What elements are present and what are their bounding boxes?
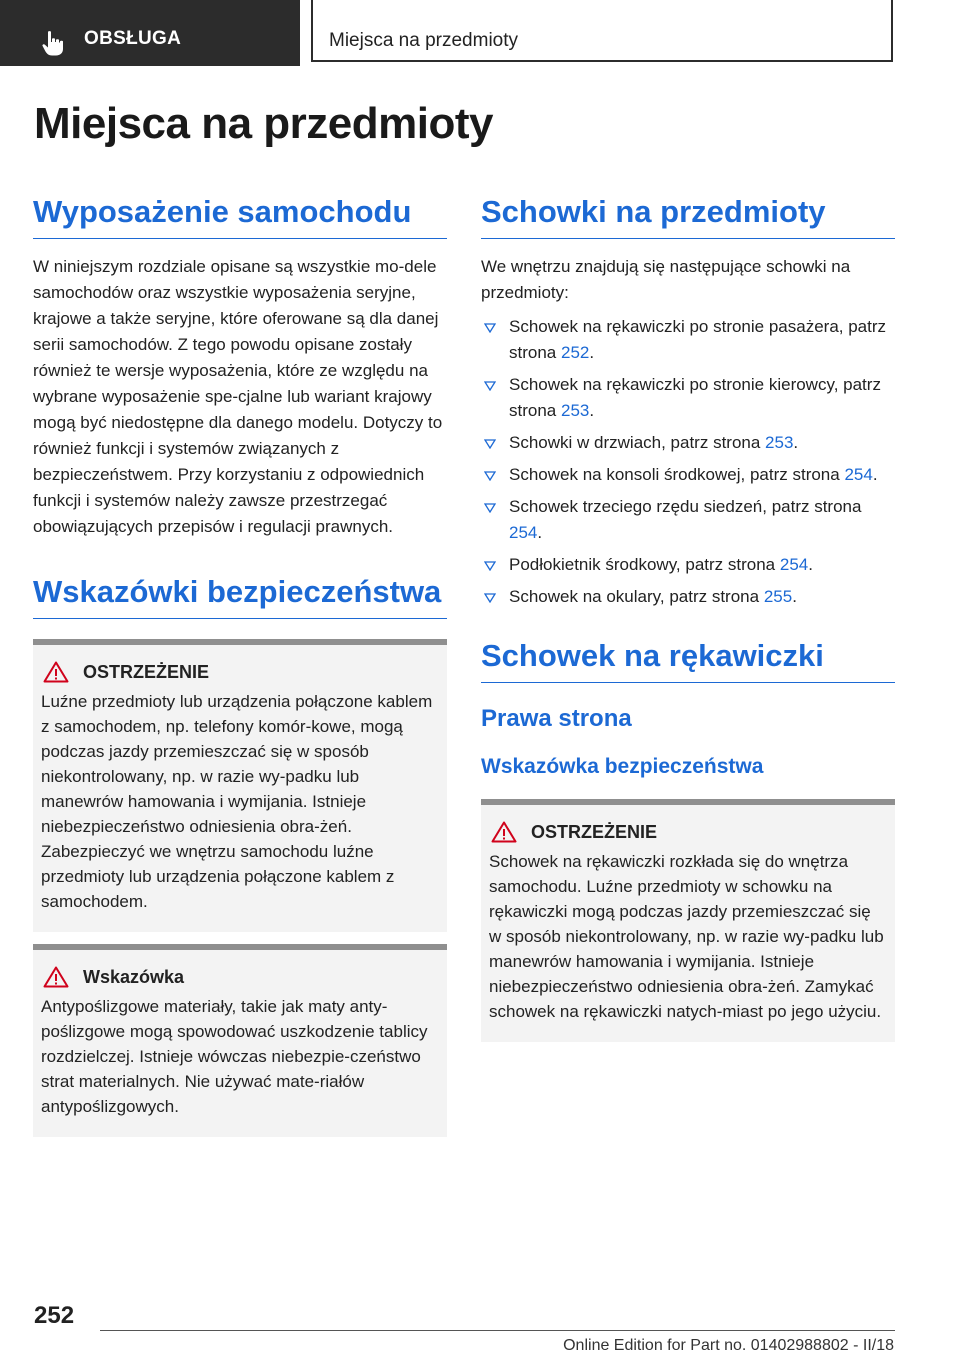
note-text: Antypoślizgowe materiały, takie jak maty anty-poślizgowe mogą spowodować uszkodzenie tablicy rozdzielczej. Istnieje wówczas niebezpie-czeństwo strat materialnych. Nie używać mate-riałów antypoślizgowych. (41, 997, 428, 1116)
warning-title (41, 661, 439, 683)
page-reference-link[interactable]: 254 (844, 465, 873, 484)
warning-text: Schowek na rękawiczki rozkłada się do wnętrza samochodu. Luźne przedmioty w schowku na rękawiczki mogą podczas jazdy przemieszczać się w sposób niekontrolowany, np. w razie wy-padku lub manewrów hamowania i wymijania. Istnieje niebezpieczeństwo odniesienia obra-żeń. Zamykać schowek na rękawiczki natych-miast po jego użyciu. (489, 852, 884, 1021)
list-bullet-icon (484, 381, 496, 391)
warning-text: Luźne przedmioty lub urządzenia połączone kablem z samochodem, np. telefony komór-kowe, mogą podczas jazdy przemieszczać się w sposób niekontrolowany, np. w razie wy-padku lub manewrów hamowania i wymijania. Istnieje niebezpieczeństwo odniesienia obra-żeń. Zabezpieczyć we wnętrzu samochodu luźne przedmioty lub urządzenia połączone kablem z samochodem. (41, 692, 433, 911)
right-column (481, 192, 895, 1042)
list-item: Schowek na rękawiczki po stronie pasażera, patrz strona 252. (481, 314, 895, 366)
safety-heading: Wskazówki bezpieczeństwa (33, 572, 447, 619)
list-bullet-icon (484, 439, 496, 449)
warning-box (33, 639, 447, 932)
list-item: Schowek trzeciego rzędu siedzeń, patrz strona 254. (481, 494, 895, 546)
list-bullet-icon (484, 471, 496, 481)
list-item: Schowek na konsoli środkowej, patrz strona 254. (481, 462, 895, 488)
page-reference-link[interactable]: 255 (763, 587, 793, 606)
chapter-label: Miejsca na przedmioty (329, 30, 519, 51)
note-label: Wskazówka (83, 966, 185, 987)
left-column (33, 192, 447, 1137)
warning-triangle-icon (43, 661, 69, 683)
compartments-list (481, 314, 895, 610)
section-label: OBSŁUGA (84, 28, 182, 49)
page-reference-link[interactable]: 254 (779, 555, 809, 574)
equipment-heading: Wyposażenie samochodu (33, 192, 447, 239)
safety-note-heading: Wskazówka bezpieczeństwa (481, 755, 764, 778)
page-number: 252 (34, 1302, 75, 1329)
page-reference-link[interactable]: 254 (509, 523, 538, 542)
list-bullet-icon (484, 323, 496, 333)
warning-title (489, 821, 887, 843)
warning-triangle-icon (491, 821, 517, 843)
page-reference-link[interactable]: 253 (765, 433, 794, 452)
list-item: Podłokietnik środkowy, patrz strona 254. (481, 552, 895, 578)
compartments-intro: We wnętrzu znajdują się następujące schowki na przedmioty: (481, 257, 851, 302)
note-box (33, 944, 447, 1137)
glovebox-heading: Schowek na rękawiczki (481, 636, 895, 683)
list-item: Schowek na rękawiczki po stronie kierowcy, patrz strona 253. (481, 372, 895, 424)
chapter-header (311, 0, 893, 62)
warning-triangle-icon (43, 966, 69, 988)
page-title: Miejsca na przedmioty (34, 99, 493, 148)
note-title (41, 966, 439, 988)
page-reference-link[interactable]: 252 (560, 343, 590, 362)
equipment-text: W niniejszym rozdziale opisane są wszystkie mo-dele samochodów oraz wszystkie wyposażenia seryjne, krajowe a także seryjne, które oferowane są dla danej serii samochodów. Z tego powodu opisane zostały również te wersje wyposażenia, które ze względu na wybrane wyposażenie spe-cjalne lub wariant krajowy mogą być niedostępne dla danego modelu. Dotyczy to również funkcji i systemów związanych z bezpieczeństwem. Przy korzystaniu z odpowiednich funkcji i systemów należy zawsze przestrzegać obowiązujących przepisów i regulacji prawnych. (33, 257, 443, 536)
edition-info: Online Edition for Part no. 01402988802 - II/18 (563, 1337, 894, 1354)
list-bullet-icon (484, 503, 496, 513)
compartments-heading: Schowki na przedmioty (481, 192, 895, 239)
glovebox-warning-box (481, 799, 895, 1042)
footer-divider (100, 1330, 895, 1331)
list-bullet-icon (484, 593, 496, 603)
list-item: Schowek na okulary, patrz strona 255. (481, 584, 895, 610)
warning-label: OSTRZEŻENIE (531, 821, 658, 842)
right-side-subheading: Prawa strona (481, 705, 632, 732)
page-reference-link[interactable]: 253 (560, 401, 590, 420)
list-item: Schowki w drzwiach, patrz strona 253. (481, 430, 895, 456)
hand-pointer-icon (42, 30, 64, 56)
list-bullet-icon (484, 561, 496, 571)
warning-label: OSTRZEŻENIE (83, 661, 210, 682)
section-tab[interactable] (0, 0, 300, 66)
